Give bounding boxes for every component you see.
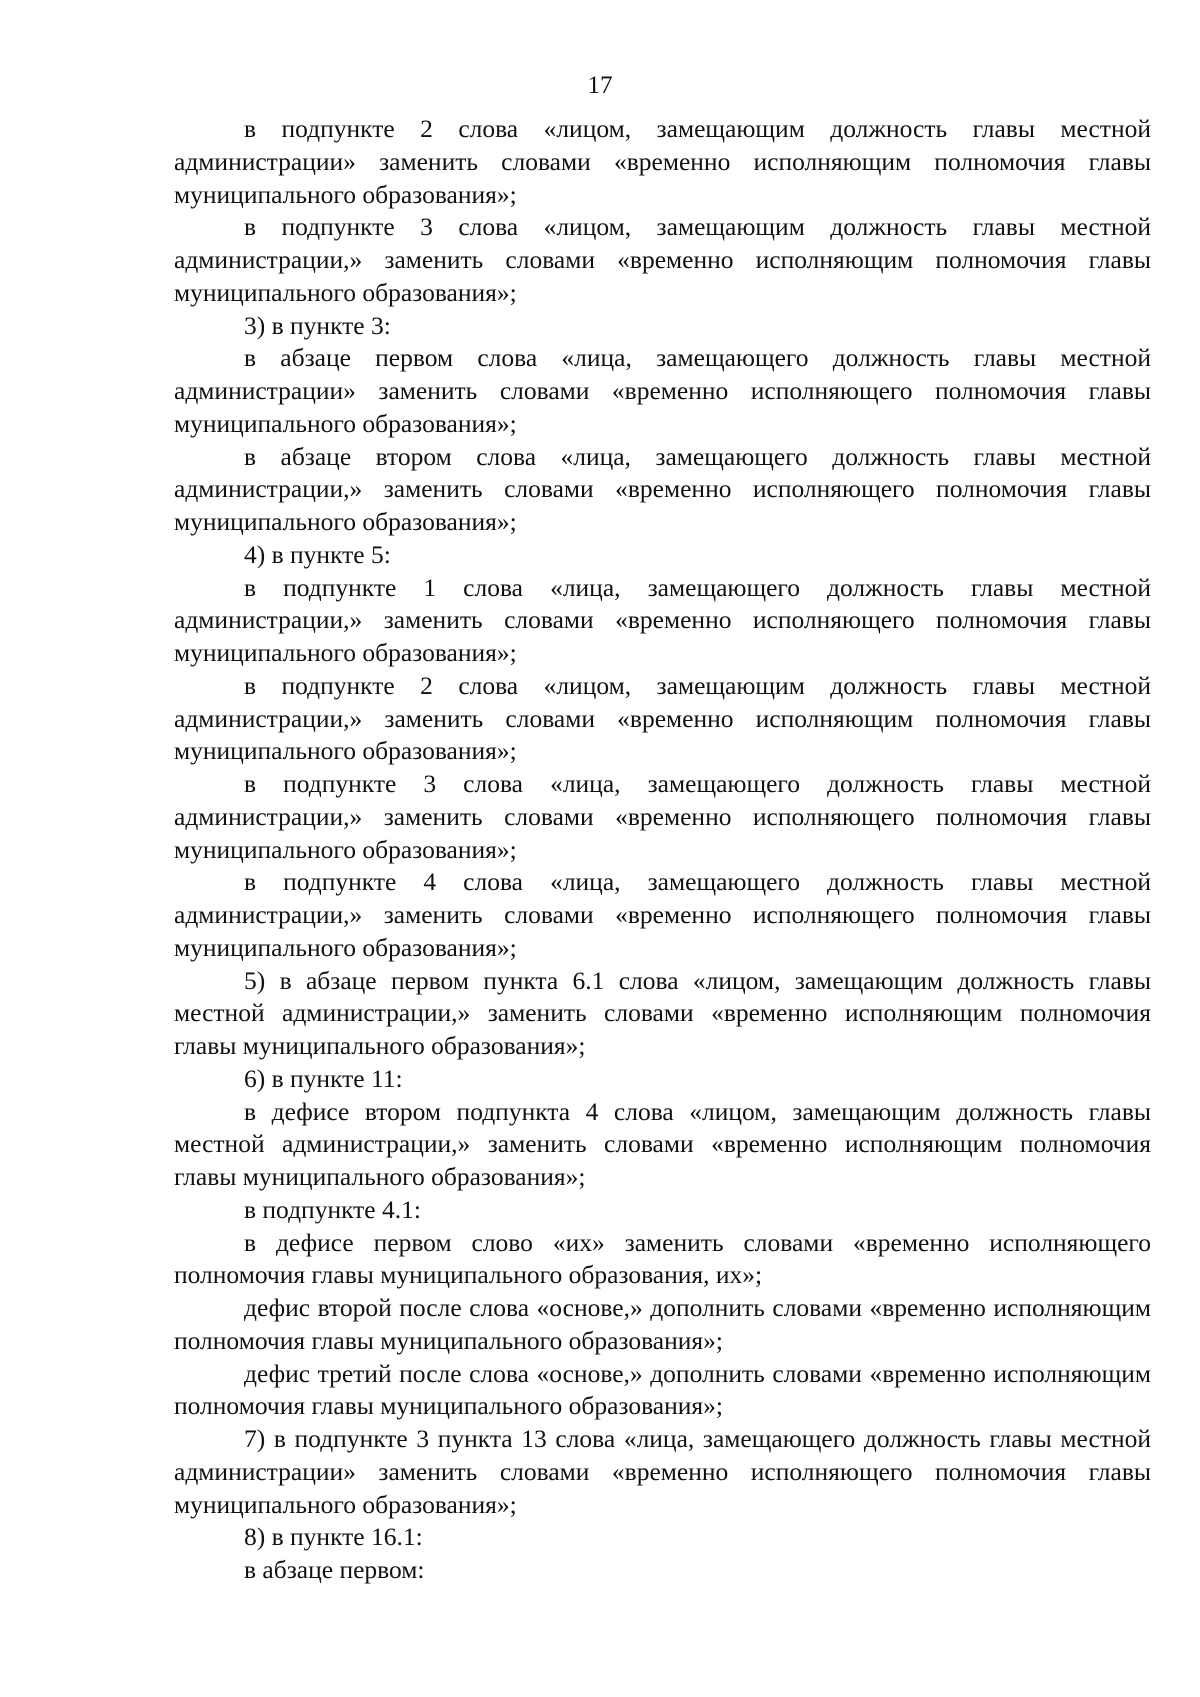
document-body [174,113,1151,1587]
paragraph: в подпункте 4.1: [244,1194,421,1224]
paragraph: в дефисе первом слово «их» заменить словами «временно исполняющего полномочия главы муниципального образования, их»; [174,1227,1151,1290]
paragraph: в подпункте 3 слова «лица, замещающего должность главы местной администрации,» заменить словами «временно исполняющего полномочия главы муниципального образования»; [174,769,1151,864]
paragraph: в дефисе втором подпункта 4 слова «лицом, замещающим должность главы местной администрации,» заменить словами «временно исполняющим полномочия главы муниципального образования»; [174,1096,1151,1191]
paragraph: в абзаце втором слова «лица, замещающего должность главы местной администрации,» заменить словами «временно исполняющего полномочия главы муниципального образования»; [174,441,1151,536]
paragraph: в подпункте 1 слова «лица, замещающего должность главы местной администрации,» заменить словами «временно исполняющего полномочия главы муниципального образования»; [174,572,1151,667]
paragraph: дефис второй после слова «основе,» дополнить словами «временно исполняющим полномочия главы муниципального образования»; [174,1293,1151,1355]
paragraph: 5) в абзаце первом пункта 6.1 слова «лицом, замещающим должность главы местной администрации,» заменить словами «временно исполняющим полномочия главы муниципального образования»; [174,965,1151,1060]
page-number: 17 [587,72,613,99]
paragraph: в подпункте 2 слова «лицом, замещающим должность главы местной администрации,» заменить словами «временно исполняющим полномочия главы муниципального образования»; [174,670,1151,766]
paragraph: в подпункте 2 слова «лицом, замещающим должность главы местной администрации» заменить словами «временно исполняющим полномочия главы муниципального образования»; [174,114,1151,209]
paragraph: 3) в пункте 3: [244,310,391,340]
paragraph: 4) в пункте 5: [244,539,391,569]
paragraph: 8) в пункте 16.1: [244,1522,423,1552]
paragraph: в подпункте 4 слова «лица, замещающего должность главы местной администрации,» заменить словами «временно исполняющего полномочия главы муниципального образования»; [174,867,1151,962]
paragraph: дефис третий после слова «основе,» дополнить словами «временно исполняющим полномочия главы муниципального образования»; [174,1358,1151,1421]
paragraph: в абзаце первом: [244,1555,425,1584]
paragraph: 6) в пункте 11: [244,1063,403,1093]
paragraph: в абзаце первом слова «лица, замещающего должность главы местной администрации» заменить словами «временно исполняющего полномочия главы муниципального образования»; [174,343,1151,438]
paragraph: в подпункте 3 слова «лицом, замещающим должность главы местной администрации,» заменить словами «временно исполняющим полномочия главы муниципального образования»; [174,212,1151,307]
paragraph: 7) в подпункте 3 пункта 13 слова «лица, замещающего должность главы местной администрации» заменить словами «временно исполняющего полномочия главы муниципального образования»; [174,1424,1151,1519]
